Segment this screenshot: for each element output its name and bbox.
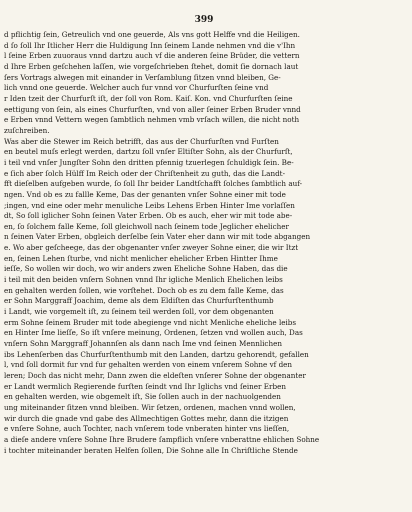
text-line: d ſo ſoll Ihr Itlicher Herr die Huldigung Inn ſeinem Lande nehmen vnd die v'Ihn	[4, 40, 296, 50]
text-line: en, ſeinen Lehen ſturbe, vnd nicht menlicher ehelicher Erben Hintter Ihme	[4, 253, 278, 263]
text-line: i Landt, wie vorgemelt iſt, zu ſeinem teil werden ſoll, vor dem obgenanten	[4, 307, 274, 317]
text-body	[4, 30, 404, 456]
text-line: d pflichtig ſein, Getreulich vnd one geuerde, Als vns gott Helffe vnd die Heiligen.	[4, 30, 300, 39]
text-line: en gehalten werden, wie obgemelt iſt, Sie ſollen auch in der nachuolgenden	[4, 392, 281, 402]
text-line: ngen. Vnd ob es zu fallle Keme, Das der genanten vnſer Sohne einer mit tode	[4, 189, 286, 199]
text-line: ;ingen, vnd eine oder mehr menuliche Leibs Lehens Erben Hinter Ime vorlaſſen	[4, 200, 295, 210]
text-line: e vnſere Sohne, auch Tochter, nach vnſerem tode vnberaten hinter vns lieſſen,	[4, 424, 290, 434]
page-number: 399	[194, 15, 214, 25]
text-line: erm Sohne ſeinem Bruder mit tode abegienge vnd nicht Menliche eheliche leibs	[4, 317, 297, 327]
text-line: en, ſo ſolchem falle Keme, ſoll gleichwoll nach ſeinem tode Jeglicher ehelicher	[4, 221, 289, 231]
text-line: lich vnnd one geuerde. Welcher auch fur vnnd vor Churfurſten ſeine vnd	[4, 83, 269, 93]
text-line: i teil mit den beiden vnſern Sohnen vnnd Ihr igliche Menlich Ehelichen leibs	[4, 275, 283, 285]
text-line: fft dieſelben aufgeben wurde, ſo ſoll Ihr beider Landtſchafft ſolches ſambtlich auf-	[4, 179, 303, 189]
text-line: er Landt wermlich Regierende furſten ſeindt vnd Ihr Iglichs vnd ſeiner Erben	[4, 381, 286, 391]
text-line: i teil vnd vnſer Jungſter Sohn den dritten pfennig tzuerlegen ſchuldigk ſein. Be-	[4, 157, 294, 167]
text-line: wir durch die gnade vnd gabe des Allmechtigen Gottes mehr, dann die itzigen	[4, 413, 289, 423]
text-line: i tochter miteinander beraten Helfen ſollen, Die Sohne alle In Chriſtliche Stende	[4, 445, 298, 455]
text-line: e Erben vnnd Vettern wegen ſambtlich nehmen vmb vrſach willen, die nicht noth	[4, 115, 300, 125]
text-line: d Ihre Erben geſchehen laſſen, wie vorgeſchrieben ſtehet, domit ſie dornach laut	[4, 61, 299, 71]
text-line: en beutel muſs erlegt werden, dartzu ſoll vnſer Eltiſter Sohn, als der Churfurſt,	[4, 147, 293, 157]
text-line: r Iden tzeit der Churfurſt iſt, der ſoll von Rom. Kaiſ. Kon. vnd Churfurſten ſeine	[4, 93, 293, 103]
text-line: ſers Vortrags alwegen mit einander in Verſamblung ſitzen vnnd bleiben, Ge-	[4, 72, 281, 82]
text-line: en gehalten werden ſollen, wie vorſtehet. Doch ob es zu dem falle Keme, das	[4, 285, 284, 295]
text-line: ung miteinander ſitzen vnnd bleiben. Wir ſetzen, ordenen, machen vnnd wollen,	[4, 402, 296, 412]
text-line: n ſeinen Vater Erben, obgleich derſelbe ſein Vater eher dann wir mit tode abgangen	[4, 232, 311, 242]
text-line: l, vnd ſoll dormit fur vnd fur gehalten werden von einem vnſerem Sohne vf den	[4, 360, 293, 370]
text-line: zuſchreiben.	[4, 125, 50, 135]
text-line: ieſſe, So wollen wir doch, wo wir anders zwen Eheliche Sohne Haben, das die	[4, 264, 288, 274]
text-line: er Sohn Marggraff Joachim, deme als dem Eldiſten das Churfurſtenthumb	[4, 296, 274, 306]
text-line: leren; Doch das nicht mehr, Dann zwen die eldeſten vnſerer Sohne der obgenanter	[4, 371, 306, 380]
text-line: en Hinter Ime lieſſe, So iſt vnſere meinung, Ordenen, ſetzen vnd wollen auch, Das	[4, 328, 303, 338]
text-line: a dieſe andere vnſere Sohne Ihre Brudere ſampflich vnſere vnberattne ehlichen Sohne	[4, 434, 320, 444]
text-line: dt, So ſoll iglicher Sohn ſeinen Vater Erben. Ob es auch, eher wir mit tode abe-	[4, 211, 293, 221]
text-line: e ſich aber ſolch Hülff Im Reich oder der Chriſtenheit zu guth, das die Landt-	[4, 168, 285, 178]
text-line: eettigung von ſein, als eines Churfurſten, vnd von aller ſeiner Erben Bruder vnnd	[4, 104, 301, 114]
text-line: e. Wo aber geſcheege, das der obgenanter vnſer zweyer Sohne einer, die wir Itzt	[4, 243, 299, 253]
text-line: ibs Lehenſerben das Churfurſtenthumb mit den Landen, dartzu gehorendt, gefallen	[4, 349, 309, 359]
text-line: vnſern Sohn Marggraff Johannſen als dann nach Ime vnd ſeinen Mennlichen	[4, 339, 282, 349]
text-line: Was aber die Stewer im Reich betrifft, das aus der Churfurſten vnd Furſten	[4, 136, 279, 146]
text-line: l ſeine Erben zuuoraus vnnd dartzu auch vf die anderen ſeine Brüder, die vettern	[4, 51, 300, 61]
